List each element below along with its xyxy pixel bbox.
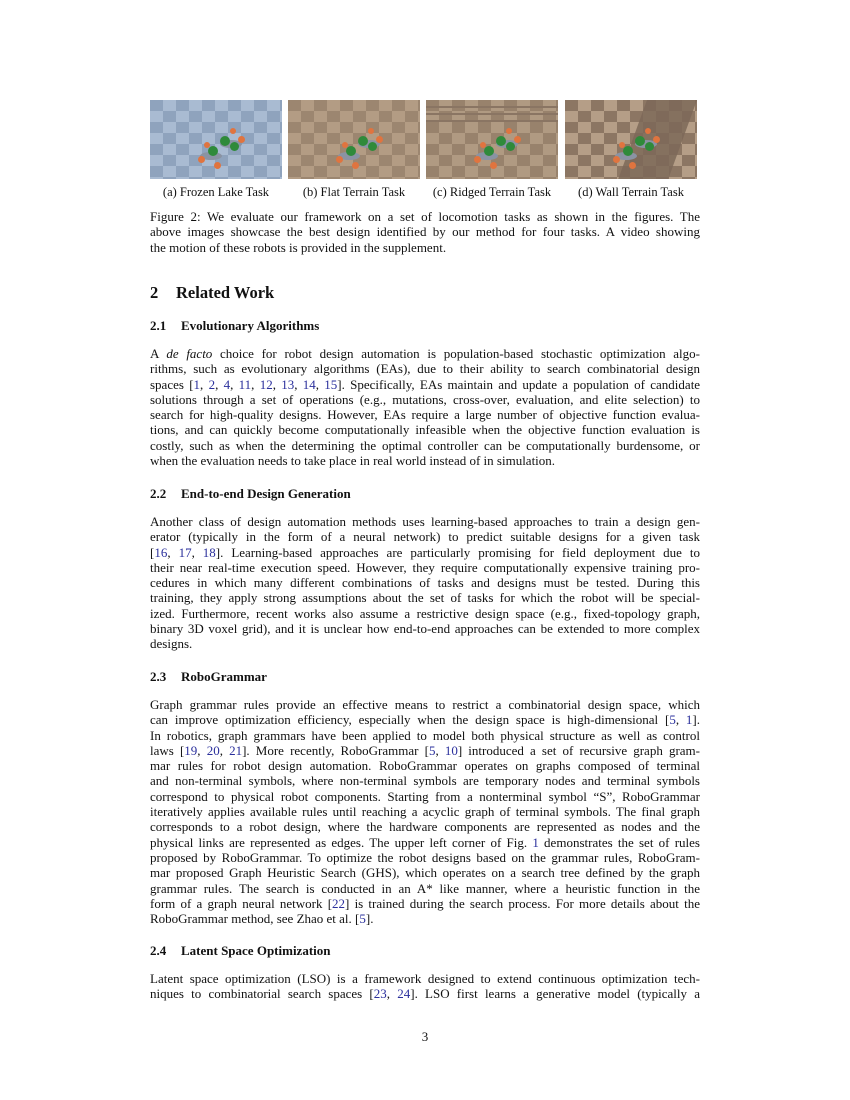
text-line: physical links are represented as edges. The upper left corner of Fig. 1 demonstrates the set of rules [150,834,700,850]
figure-wall-terrain [565,100,697,179]
citation-link[interactable]: 1 [532,834,539,850]
text-line: Latent space optimization (LSO) is a framework designed to extend continuous optimization tech- [150,971,700,986]
citation-link[interactable]: 22 [332,895,346,911]
subsection-heading-2-4 [150,943,331,959]
citation-link[interactable]: 23 [373,986,387,1002]
subsection-number: 2.3 [150,669,167,684]
text-line: tions, and can quickly become computationally infeasible when the objective function evaluation is [150,422,700,438]
ridge [426,106,558,108]
subsection-title: RoboGrammar [181,669,267,684]
citation-link[interactable]: 24 [397,986,411,1002]
citation-link[interactable]: 16 [154,544,168,560]
robot-icon [605,122,665,172]
citation-link[interactable]: 17 [178,544,192,560]
paragraph-evolutionary-algorithms [150,346,700,468]
text-line: search for high-quality designs. However, EAs require a large number of objective function evalua- [150,407,700,423]
text-line: grammar rules. The search is conducted in an A* like manner, where a heuristic function in the [150,880,700,896]
robot-icon [190,122,250,172]
citation-link[interactable]: 19 [184,742,198,758]
text-line: rithms, such as evolutionary algorithms (EAs), due to their ability to search combinatorial design [150,361,700,377]
text-line: Graph grammar rules provide an effective means to restrict a combinatorial design space, which [150,697,700,712]
text-line: spaces [1, 2, 4, 11, 12, 13, 14, 15]. Specifically, EAs maintain and update a population of candidate [150,376,701,392]
text-line: correspond to physical robot components. Starting from a nonterminal symbol “S”, RoboGrammar [150,788,700,804]
text-line: their near real-time execution speed. However, they require computationally expensive training pro- [150,559,700,575]
section-heading [150,283,274,303]
paragraph-robogrammar [150,697,700,926]
citation-link[interactable]: 14 [302,376,316,392]
citation-link[interactable]: 13 [281,376,295,392]
text-line: Another class of design automation methods uses learning-based approaches to train a design gen- [150,514,700,529]
text-line: form of a graph neural network [22] is trained during the search process. For more details about the [150,895,700,911]
emphasis: de facto [166,346,213,361]
text-line: solutions through a set of operations (e.g., mutations, cross-over, evaluation, and elite selection) to [150,391,700,407]
text-line: laws [19, 20, 21]. More recently, RoboGrammar [5, 10] introduced a set of recursive graph gram- [150,742,701,758]
text-line: erator (typically in the form of a neural network) to predict suitable designs for a given task [150,529,700,545]
text-line: RoboGrammar method, see Zhao et al. [5]. [150,911,374,927]
robot-icon [328,122,388,172]
citation-link[interactable]: 2 [208,376,216,392]
citation-link[interactable]: 18 [202,544,216,560]
figure-flat-terrain [288,100,420,179]
text-line: In robotics, graph grammars have been applied to model both physical structure as well as control [150,727,700,743]
subsection-title: End-to-end Design Generation [181,486,351,501]
subfigure-caption-a: (a) Frozen Lake Task [162,185,270,199]
text-line: cedures in which many different combinations of tasks and designs must be tested. During this [150,575,700,591]
citation-link[interactable]: 15 [324,376,338,392]
text-line: can improve optimization efficiency, especially when the design space is high-dimensional [5, 1]. [150,712,700,728]
text-line: proposed by RoboGrammar. To optimize the robot designs based on the grammar rules, RoboGram- [150,849,700,865]
citation-link[interactable]: 21 [229,742,243,758]
subsection-number: 2.1 [150,318,167,333]
text-line: designs. [150,636,193,652]
text-line: mar proposed Graph Heuristic Search (GHS), which operates on a search tree defined by the graph [150,865,700,881]
citation-link[interactable]: 5 [428,742,436,758]
text-line: mar rules for robot design automation. RoboGrammar operates on graphs composed of terminal [150,758,700,774]
subsection-number: 2.2 [150,486,167,501]
text-line: niques to combinatorial search spaces [23, 24]. LSO first learns a generative model (typically a [150,986,701,1002]
citation-link[interactable]: 10 [444,742,458,758]
citation-link[interactable]: 5 [669,712,676,728]
text-line: costly, such as when the determining the optimal controller can be computationally burdensome, or [150,437,700,453]
figure-frozen-lake [150,100,282,179]
subsection-heading-2-3 [150,669,267,685]
text-line: the motion of these robots is provided in the supplement. [150,239,447,255]
paragraph-end-to-end [150,514,700,652]
section-number: 2 [150,283,159,302]
text-line: above images showcase the best design identified by our method for four tasks. A video showing [150,224,700,240]
text-line: when the evaluation needs to take place in real world instead of in simulation. [150,453,556,469]
text-line: A de facto choice for robot design automation is population-based stochastic optimization algo- [150,346,701,361]
subsection-heading-2-1 [150,318,319,334]
subsection-number: 2.4 [150,943,167,958]
citation-link[interactable]: 5 [359,911,366,927]
citation-link[interactable]: 12 [259,376,273,392]
citation-link[interactable]: 1 [685,712,693,728]
page-number: 3 [421,1029,429,1044]
text-line: iteratively applies available rules until reaching a acyclic graph of terminal symbols. The final graph [150,804,700,820]
subsection-heading-2-2 [150,486,351,502]
robot-icon [466,122,526,172]
subsection-title: Latent Space Optimization [181,943,331,958]
subfigure-caption-d: (d) Wall Terrain Task [578,185,684,199]
citation-link[interactable]: 20 [206,742,220,758]
text-line: corresponds to a robot design, where the hardware components are represented as nodes and the [150,819,700,835]
subsection-title: Evolutionary Algorithms [181,318,320,333]
text-line: and non-terminal symbols, where non-terminal symbols are temporary nodes and terminal symbols [150,773,700,789]
subfigure-caption-b: (b) Flat Terrain Task [302,185,406,199]
paragraph-latent-space [150,971,700,1002]
text-line: [16, 17, 18]. Learning-based approaches are particularly promising for field deployment due to [150,544,701,560]
text-line: training, they apply strong assumptions about the set of tasks for which the robot will be special- [150,590,700,606]
citation-link[interactable]: 1 [193,376,201,392]
ridge [426,113,558,115]
figure-ridged-terrain [426,100,558,179]
text-line: Figure 2: We evaluate our framework on a set of locomotion tasks as shown in the figures. The [150,209,700,224]
figure-caption [150,209,700,255]
citation-link[interactable]: 4 [223,376,231,392]
text-line: binary 3D voxel grid), and it is unclear how end-to-end approaches can be extended to more complex [150,621,700,637]
subfigure-caption-c: (c) Ridged Terrain Task [432,185,552,199]
text-line: ized. Furthermore, recent works also assume a restrictive design space (e.g., fixed-topology graph, [150,605,700,621]
section-title: Related Work [176,283,275,302]
citation-link[interactable]: 11 [238,376,252,392]
